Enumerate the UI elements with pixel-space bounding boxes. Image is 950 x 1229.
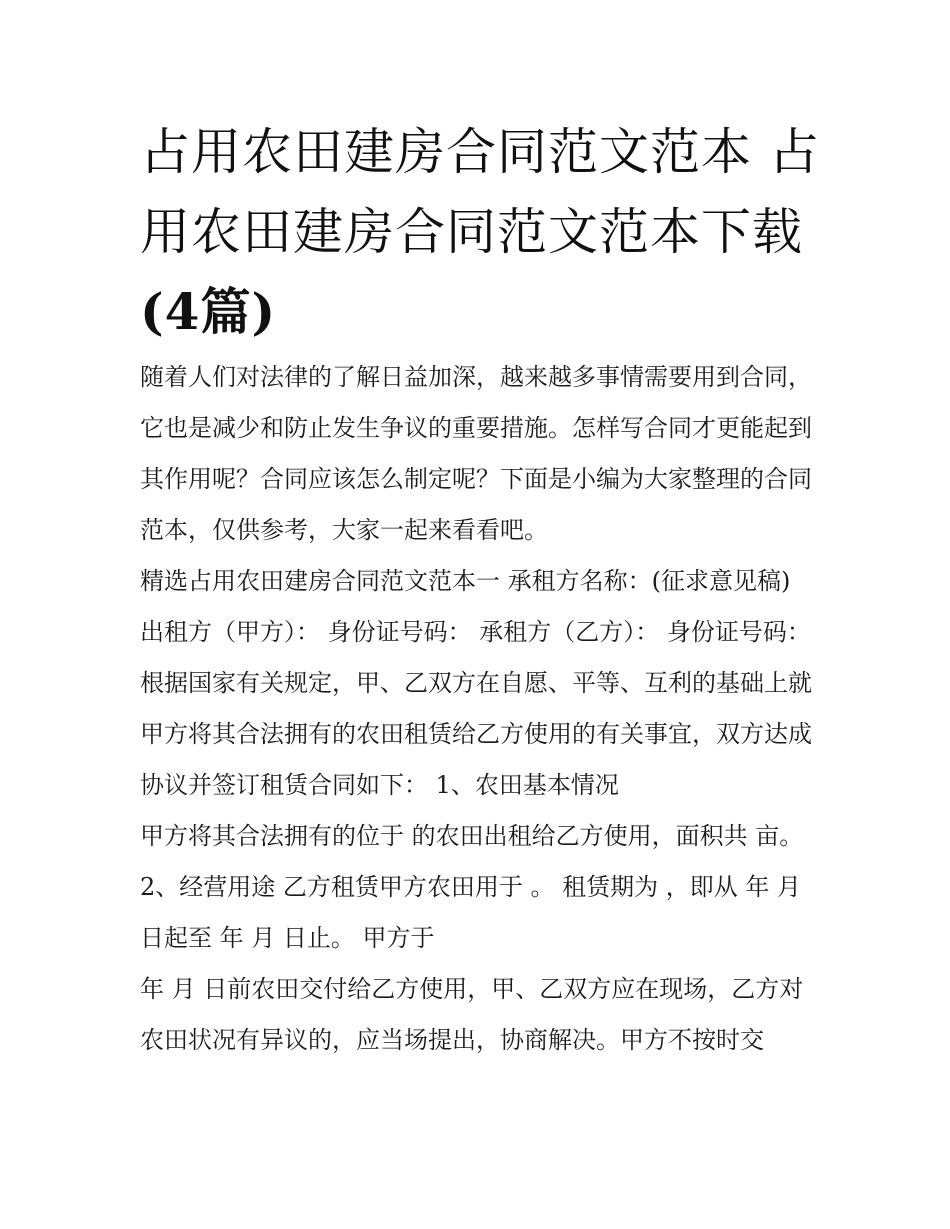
document-title xyxy=(140,112,820,352)
paragraph-parties: 精选占用农田建房合同范文范本一 承租方名称：(征求意见稿) 出租方（甲方）： 身份证号码： 承租方（乙方）： 身份证号码： xyxy=(140,567,811,646)
document-body xyxy=(140,352,820,1066)
title-tail: (4篇) xyxy=(140,282,277,341)
paragraph-intro: 随着人们对法律的了解日益加深，越来越多事情需要用到合同，它也是减少和防止发生争议的重要措施。怎样写合同才更能起到其作用呢？合同应该怎么制定呢？下面是小编为大家整理的合同范本，仅供参考，大家一起来看看吧。 xyxy=(140,363,812,544)
paragraph-agreement: 根据国家有关规定，甲、乙双方在自愿、平等、互利的基础上就甲方将其合法拥有的农田租赁给乙方使用的有关事宜，双方达成协议并签订租赁合同如下： 1、农田基本情况 xyxy=(140,669,812,799)
title-main: 占用农田建房合同范文范本 占用农田建房合同范文范本下载 xyxy=(140,123,820,261)
paragraph-land-use: 甲方将其合法拥有的位于 的农田出租给乙方使用，面积共 亩。 2、经营用途 乙方租赁甲方农田用于 。 租赁期为 ，即从 年 月 日起至 年 月 日止。 甲方于 xyxy=(140,822,804,952)
paragraph-delivery: 年 月 日前农田交付给乙方使用，甲、乙双方应在现场，乙方对农田状况有异议的，应当场提出，协商解决。甲方不按时交 xyxy=(140,975,804,1054)
